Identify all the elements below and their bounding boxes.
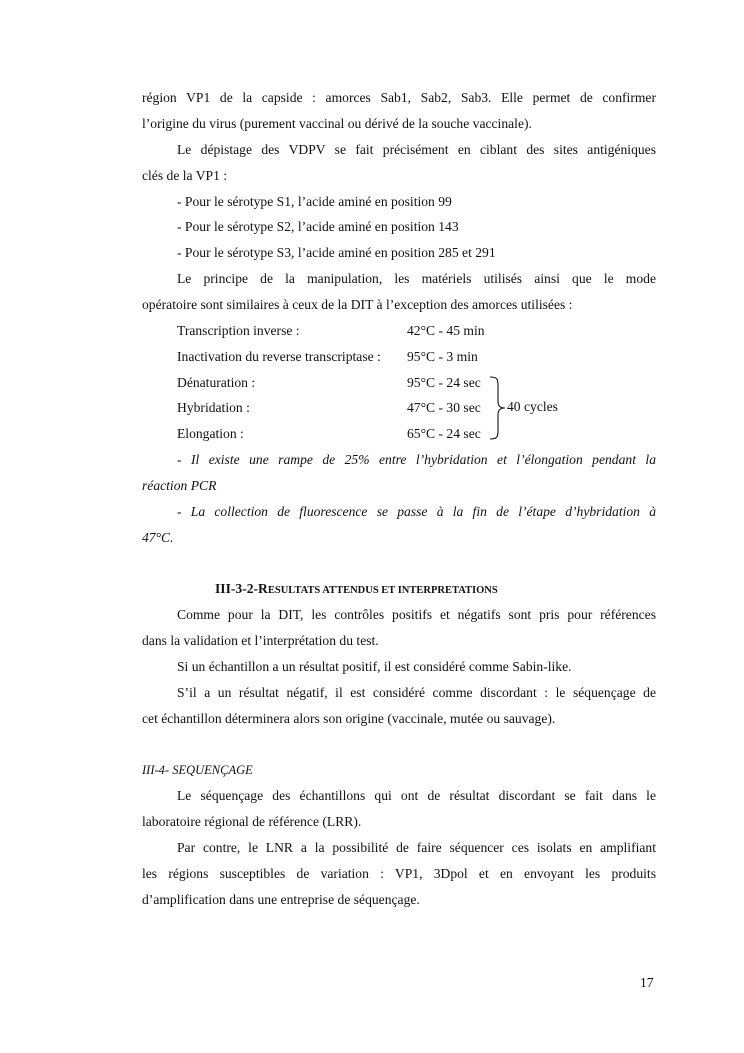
section-heading: III-4- SEQUENÇAGE — [142, 763, 253, 777]
paragraph-line: les régions susceptibles de variation : VP1, 3Dpol et en envoyant les produits — [142, 866, 656, 881]
bullet-item: - Pour le sérotype S1, l’acide aminé en position 99 — [177, 194, 452, 209]
bullet-item: - Pour le sérotype S3, l’acide aminé en position 285 et 291 — [177, 245, 496, 260]
section-number: III-3-2- — [215, 581, 259, 596]
cycle-count: 40 cycles — [507, 399, 558, 414]
paragraph-line: Comme pour la DIT, les contrôles positifs et négatifs sont pris pour références — [177, 607, 656, 622]
paragraph-line: l’origine du virus (purement vaccinal ou dérivé de la souche vaccinale). — [142, 116, 532, 131]
paragraph-line: région VP1 de la capside : amorces Sab1, Sab2, Sab3. Elle permet de confirmer — [142, 90, 656, 105]
protocol-step-label: Transcription inverse : — [177, 323, 300, 338]
protocol-step-value: 95°C - 3 min — [407, 349, 478, 364]
note-line: 47°C. — [142, 530, 174, 545]
section-heading — [215, 581, 498, 599]
paragraph-line: opératoire sont similaires à ceux de la DIT à l’exception des amorces utilisées : — [142, 297, 573, 312]
section-title-initial: R — [258, 581, 268, 596]
protocol-step-label: Dénaturation : — [177, 375, 256, 390]
protocol-step-value: 47°C - 30 sec — [407, 400, 481, 415]
paragraph-line: Le principe de la manipulation, les matériels utilisés ainsi que le mode — [177, 271, 656, 286]
protocol-step-label: Elongation : — [177, 426, 244, 441]
protocol-step-label: Inactivation du reverse transcriptase : — [177, 349, 381, 364]
paragraph-line: dans la validation et l’interprétation du test. — [142, 633, 379, 648]
paragraph-line: laboratoire régional de référence (LRR). — [142, 814, 362, 829]
bullet-item: - Pour le sérotype S2, l’acide aminé en position 143 — [177, 219, 459, 234]
page-number: 17 — [640, 975, 654, 990]
note-line: réaction PCR — [142, 478, 217, 493]
paragraph-line: Si un échantillon a un résultat positif, il est considéré comme Sabin-like. — [177, 659, 572, 674]
protocol-step-value: 95°C - 24 sec — [407, 375, 481, 390]
note-line: - La collection de fluorescence se passe à la fin de l’étape d’hybridation à — [177, 504, 656, 519]
paragraph-line: clés de la VP1 : — [142, 168, 228, 183]
paragraph-line: S’il a un résultat négatif, il est considéré comme discordant : le séquençage de — [177, 685, 656, 700]
section-title: ESULTATS ATTENDUS ET INTERPRETATIONS — [267, 585, 498, 596]
note-line: - Il existe une rampe de 25% entre l’hybridation et l’élongation pendant la — [177, 452, 656, 467]
paragraph-line: Le séquençage des échantillons qui ont de résultat discordant se fait dans le — [177, 788, 656, 803]
paragraph-line: d’amplification dans une entreprise de séquençage. — [142, 892, 420, 907]
curly-brace-icon — [489, 375, 507, 441]
paragraph-line: cet échantillon déterminera alors son origine (vaccinale, mutée ou sauvage). — [142, 711, 556, 726]
protocol-step-value: 65°C - 24 sec — [407, 426, 481, 441]
paragraph-line: Par contre, le LNR a la possibilité de faire séquencer ces isolats en amplifiant — [177, 840, 656, 855]
protocol-step-label: Hybridation : — [177, 400, 250, 415]
paragraph-line: Le dépistage des VDPV se fait précisément en ciblant des sites antigéniques — [177, 142, 656, 157]
protocol-step-value: 42°C - 45 min — [407, 323, 485, 338]
